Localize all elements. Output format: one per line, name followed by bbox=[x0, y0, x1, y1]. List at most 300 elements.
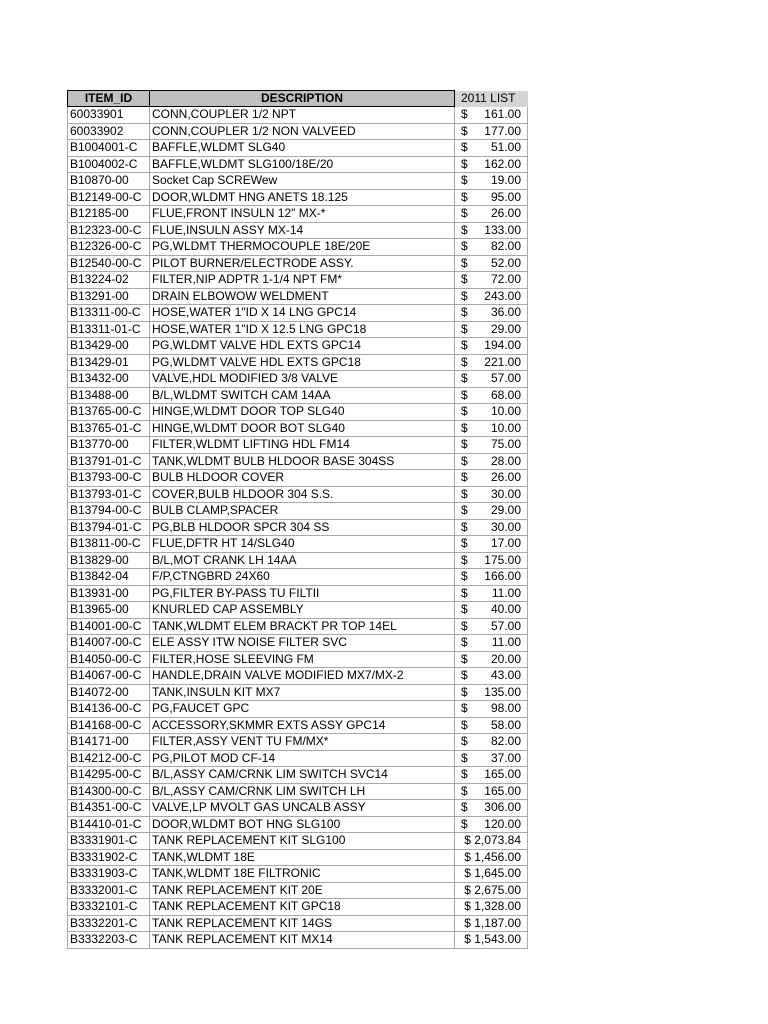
price-amount: 17.00 bbox=[490, 536, 521, 551]
table-row bbox=[68, 173, 528, 190]
currency-symbol: $ bbox=[461, 569, 468, 584]
price-cell bbox=[455, 255, 528, 272]
description-cell: PG,WLDMT THERMOCOUPLE 18E/20E bbox=[150, 239, 455, 256]
price-cell bbox=[455, 882, 528, 899]
price-list-sheet bbox=[67, 90, 527, 949]
item-id-cell: B13793-00-C bbox=[68, 470, 150, 487]
price-cell bbox=[455, 552, 528, 569]
item-id-cell: B14168-00-C bbox=[68, 717, 150, 734]
price-cell bbox=[455, 536, 528, 553]
item-id-cell: B13842-04 bbox=[68, 569, 150, 586]
description-cell: TANK,WLDMT 18E FILTRONIC bbox=[150, 866, 455, 883]
price-cell bbox=[455, 783, 528, 800]
currency-symbol: $ bbox=[461, 387, 468, 402]
description-cell: FILTER,NIP ADPTR 1-1/4 NPT FM* bbox=[150, 272, 455, 289]
item-id-cell: B13311-00-C bbox=[68, 305, 150, 322]
table-row bbox=[68, 371, 528, 388]
table-row bbox=[68, 915, 528, 932]
price-cell bbox=[455, 932, 528, 949]
currency-symbol: $ bbox=[461, 189, 468, 204]
table-row bbox=[68, 387, 528, 404]
price-amount: 40.00 bbox=[490, 602, 521, 617]
table-row bbox=[68, 239, 528, 256]
price-cell bbox=[455, 206, 528, 223]
price-cell bbox=[455, 866, 528, 883]
table-row bbox=[68, 354, 528, 371]
currency-symbol: $ bbox=[461, 222, 468, 237]
item-id-cell: B3331903-C bbox=[68, 866, 150, 883]
table-row bbox=[68, 536, 528, 553]
description-cell: BULB HLDOOR COVER bbox=[150, 470, 455, 487]
currency-symbol: $ bbox=[461, 206, 468, 221]
currency-symbol: $ bbox=[461, 767, 468, 782]
table-body bbox=[68, 107, 528, 949]
description-cell: TANK REPLACEMENT KIT GPC18 bbox=[150, 899, 455, 916]
price-amount: 11.00 bbox=[491, 585, 521, 600]
table-row bbox=[68, 866, 528, 883]
currency-symbol: $ bbox=[461, 255, 468, 270]
description-cell: FLUE,DFTR HT 14/SLG40 bbox=[150, 536, 455, 553]
price-amount: 243.00 bbox=[484, 288, 521, 303]
price-amount: 120.00 bbox=[484, 816, 521, 831]
description-cell: B/L,ASSY CAM/CRNK LIM SWITCH LH bbox=[150, 783, 455, 800]
price-cell bbox=[455, 486, 528, 503]
table-row bbox=[68, 882, 528, 899]
currency-symbol: $ bbox=[461, 437, 468, 452]
item-id-cell: B13765-00-C bbox=[68, 404, 150, 421]
item-id-cell: B13794-00-C bbox=[68, 503, 150, 520]
price-cell bbox=[455, 635, 528, 652]
price-cell bbox=[455, 833, 528, 850]
price-amount: 82.00 bbox=[490, 734, 521, 749]
price-amount: 133.00 bbox=[484, 222, 521, 237]
description-cell: PG,WLDMT VALVE HDL EXTS GPC14 bbox=[150, 338, 455, 355]
price-cell bbox=[455, 651, 528, 668]
description-cell: TANK REPLACEMENT KIT MX14 bbox=[150, 932, 455, 949]
item-id-cell: B13488-00 bbox=[68, 387, 150, 404]
table-row bbox=[68, 123, 528, 140]
price-cell bbox=[455, 123, 528, 140]
currency-symbol: $ bbox=[461, 750, 468, 765]
table-row bbox=[68, 899, 528, 916]
item-id-cell: B1004001-C bbox=[68, 140, 150, 157]
currency-symbol: $ bbox=[461, 701, 468, 716]
table-row bbox=[68, 404, 528, 421]
item-id-cell: B13291-00 bbox=[68, 288, 150, 305]
price-cell bbox=[455, 404, 528, 421]
price-cell bbox=[455, 305, 528, 322]
price-amount: 161.00 bbox=[484, 107, 521, 121]
description-cell: CONN,COUPLER 1/2 NPT bbox=[150, 107, 455, 124]
description-cell: FILTER,WLDMT LIFTING HDL FM14 bbox=[150, 437, 455, 454]
description-cell: PG,BLB HLDOOR SPCR 304 SS bbox=[150, 519, 455, 536]
item-id-cell: B13432-00 bbox=[68, 371, 150, 388]
table-row bbox=[68, 684, 528, 701]
table-row bbox=[68, 486, 528, 503]
price-amount: 26.00 bbox=[490, 470, 521, 485]
price-cell bbox=[455, 354, 528, 371]
price-cell bbox=[455, 107, 528, 124]
table-row bbox=[68, 816, 528, 833]
table-row bbox=[68, 602, 528, 619]
price-amount: 19.00 bbox=[490, 173, 521, 188]
item-id-cell: B3332101-C bbox=[68, 899, 150, 916]
item-id-cell: B14212-00-C bbox=[68, 750, 150, 767]
description-cell: DOOR,WLDMT BOT HNG SLG100 bbox=[150, 816, 455, 833]
item-id-cell: B13794-01-C bbox=[68, 519, 150, 536]
description-cell: DRAIN ELBOWOW WELDMENT bbox=[150, 288, 455, 305]
price-cell bbox=[455, 849, 528, 866]
item-id-cell: B13965-00 bbox=[68, 602, 150, 619]
currency-symbol: $ bbox=[461, 618, 468, 633]
item-id-cell: B13311-01-C bbox=[68, 321, 150, 338]
table-row bbox=[68, 420, 528, 437]
price-list-table bbox=[67, 90, 528, 949]
price-cell bbox=[455, 387, 528, 404]
price-amount: 58.00 bbox=[490, 717, 521, 732]
description-cell: F/P,CTNGBRD 24X60 bbox=[150, 569, 455, 586]
currency-symbol: $ bbox=[461, 173, 468, 188]
price-amount: $ 1,645.00 bbox=[464, 866, 521, 881]
currency-symbol: $ bbox=[461, 305, 468, 320]
description-cell: DOOR,WLDMT HNG ANETS 18.125 bbox=[150, 189, 455, 206]
table-row bbox=[68, 189, 528, 206]
item-id-cell: B3331902-C bbox=[68, 849, 150, 866]
description-cell: PG,FAUCET GPC bbox=[150, 701, 455, 718]
description-cell: B/L,ASSY CAM/CRNK LIM SWITCH SVC14 bbox=[150, 767, 455, 784]
table-row bbox=[68, 107, 528, 124]
table-row bbox=[68, 849, 528, 866]
table-row bbox=[68, 140, 528, 157]
item-id-cell: B13429-00 bbox=[68, 338, 150, 355]
price-cell bbox=[455, 470, 528, 487]
table-row bbox=[68, 222, 528, 239]
price-amount: 95.00 bbox=[490, 189, 521, 204]
description-cell: TANK REPLACEMENT KIT SLG100 bbox=[150, 833, 455, 850]
price-cell bbox=[455, 519, 528, 536]
table-row bbox=[68, 453, 528, 470]
price-amount: $ 2,675.00 bbox=[464, 882, 521, 897]
price-cell bbox=[455, 618, 528, 635]
table-row bbox=[68, 503, 528, 520]
currency-symbol: $ bbox=[461, 420, 468, 435]
price-cell bbox=[455, 915, 528, 932]
currency-symbol: $ bbox=[461, 668, 468, 683]
item-id-cell: B14001-00-C bbox=[68, 618, 150, 635]
item-id-cell: B14351-00-C bbox=[68, 800, 150, 817]
item-id-cell: B14295-00-C bbox=[68, 767, 150, 784]
table-row bbox=[68, 635, 528, 652]
price-amount: 20.00 bbox=[490, 651, 521, 666]
price-amount: 98.00 bbox=[490, 701, 521, 716]
item-id-cell: B13793-01-C bbox=[68, 486, 150, 503]
description-cell: PG,PILOT MOD CF-14 bbox=[150, 750, 455, 767]
item-id-cell: B3332201-C bbox=[68, 915, 150, 932]
price-cell bbox=[455, 453, 528, 470]
item-id-cell: B14067-00-C bbox=[68, 668, 150, 685]
currency-symbol: $ bbox=[461, 519, 468, 534]
item-id-cell: B3332001-C bbox=[68, 882, 150, 899]
price-cell bbox=[455, 717, 528, 734]
item-id-cell: B13811-00-C bbox=[68, 536, 150, 553]
price-amount: 30.00 bbox=[490, 519, 521, 534]
description-cell: COVER,BULB HLDOOR 304 S.S. bbox=[150, 486, 455, 503]
header-description: DESCRIPTION bbox=[150, 91, 455, 107]
price-amount: 175.00 bbox=[484, 552, 521, 567]
price-amount: 68.00 bbox=[490, 387, 521, 402]
table-row bbox=[68, 833, 528, 850]
price-cell bbox=[455, 816, 528, 833]
price-amount: 43.00 bbox=[490, 668, 521, 683]
price-amount: 10.00 bbox=[490, 404, 521, 419]
table-row bbox=[68, 338, 528, 355]
price-amount: $ 1,543.00 bbox=[464, 932, 521, 947]
description-cell: HOSE,WATER 1"ID X 12.5 LNG GPC18 bbox=[150, 321, 455, 338]
table-row bbox=[68, 305, 528, 322]
price-cell bbox=[455, 569, 528, 586]
table-row bbox=[68, 569, 528, 586]
description-cell: ELE ASSY ITW NOISE FILTER SVC bbox=[150, 635, 455, 652]
description-cell: HINGE,WLDMT DOOR TOP SLG40 bbox=[150, 404, 455, 421]
description-cell: VALVE,HDL MODIFIED 3/8 VALVE bbox=[150, 371, 455, 388]
item-id-cell: B14072-00 bbox=[68, 684, 150, 701]
description-cell: BULB CLAMP,SPACER bbox=[150, 503, 455, 520]
price-amount: 72.00 bbox=[490, 272, 521, 287]
price-cell bbox=[455, 239, 528, 256]
description-cell: ACCESSORY,SKMMR EXTS ASSY GPC14 bbox=[150, 717, 455, 734]
table-row bbox=[68, 437, 528, 454]
table-row bbox=[68, 470, 528, 487]
price-cell bbox=[455, 321, 528, 338]
table-row bbox=[68, 288, 528, 305]
price-cell bbox=[455, 189, 528, 206]
item-id-cell: B13791-01-C bbox=[68, 453, 150, 470]
header-2011-list: 2011 LIST bbox=[455, 91, 528, 107]
table-row bbox=[68, 585, 528, 602]
table-row bbox=[68, 519, 528, 536]
description-cell: TANK,INSULN KIT MX7 bbox=[150, 684, 455, 701]
price-amount: $ 2,073.84 bbox=[464, 833, 521, 848]
description-cell: HINGE,WLDMT DOOR BOT SLG40 bbox=[150, 420, 455, 437]
description-cell: FILTER,HOSE SLEEVING FM bbox=[150, 651, 455, 668]
currency-symbol: $ bbox=[461, 536, 468, 551]
price-cell bbox=[455, 437, 528, 454]
item-id-cell: B12323-00-C bbox=[68, 222, 150, 239]
price-cell bbox=[455, 288, 528, 305]
table-row bbox=[68, 618, 528, 635]
price-cell bbox=[455, 585, 528, 602]
item-id-cell: B14171-00 bbox=[68, 734, 150, 751]
description-cell: B/L,MOT CRANK LH 14AA bbox=[150, 552, 455, 569]
description-cell: FILTER,ASSY VENT TU FM/MX* bbox=[150, 734, 455, 751]
currency-symbol: $ bbox=[461, 404, 468, 419]
price-cell bbox=[455, 750, 528, 767]
description-cell: HOSE,WATER 1"ID X 14 LNG GPC14 bbox=[150, 305, 455, 322]
item-id-cell: B3332203-C bbox=[68, 932, 150, 949]
description-cell: CONN,COUPLER 1/2 NON VALVEED bbox=[150, 123, 455, 140]
table-row bbox=[68, 932, 528, 949]
price-amount: 162.00 bbox=[484, 156, 521, 171]
item-id-cell: B13770-00 bbox=[68, 437, 150, 454]
description-cell: FLUE,INSULN ASSY MX-14 bbox=[150, 222, 455, 239]
currency-symbol: $ bbox=[461, 453, 468, 468]
item-id-cell: B13765-01-C bbox=[68, 420, 150, 437]
currency-symbol: $ bbox=[461, 140, 468, 155]
price-cell bbox=[455, 156, 528, 173]
currency-symbol: $ bbox=[461, 123, 468, 138]
description-cell: BAFFLE,WLDMT SLG40 bbox=[150, 140, 455, 157]
price-cell bbox=[455, 371, 528, 388]
price-amount: $ 1,187.00 bbox=[464, 915, 521, 930]
price-cell bbox=[455, 338, 528, 355]
table-row bbox=[68, 651, 528, 668]
price-cell bbox=[455, 503, 528, 520]
price-amount: 306.00 bbox=[484, 800, 521, 815]
currency-symbol: $ bbox=[461, 800, 468, 815]
table-row bbox=[68, 767, 528, 784]
description-cell: TANK REPLACEMENT KIT 14GS bbox=[150, 915, 455, 932]
currency-symbol: $ bbox=[461, 470, 468, 485]
price-amount: $ 1,456.00 bbox=[464, 849, 521, 864]
currency-symbol: $ bbox=[461, 371, 468, 386]
price-amount: 82.00 bbox=[490, 239, 521, 254]
currency-symbol: $ bbox=[461, 107, 468, 121]
currency-symbol: $ bbox=[461, 338, 468, 353]
price-cell bbox=[455, 734, 528, 751]
currency-symbol: $ bbox=[461, 585, 468, 600]
item-id-cell: 60033901 bbox=[68, 107, 150, 124]
currency-symbol: $ bbox=[461, 486, 468, 501]
price-amount: 135.00 bbox=[484, 684, 521, 699]
item-id-cell: B1004002-C bbox=[68, 156, 150, 173]
table-row bbox=[68, 701, 528, 718]
price-amount: 30.00 bbox=[490, 486, 521, 501]
description-cell: PG,FILTER BY-PASS TU FILTII bbox=[150, 585, 455, 602]
price-amount: 51.00 bbox=[490, 140, 521, 155]
table-row bbox=[68, 800, 528, 817]
table-row bbox=[68, 717, 528, 734]
price-cell bbox=[455, 701, 528, 718]
price-cell bbox=[455, 272, 528, 289]
price-amount: 194.00 bbox=[484, 338, 521, 353]
item-id-cell: B12326-00-C bbox=[68, 239, 150, 256]
item-id-cell: B14007-00-C bbox=[68, 635, 150, 652]
price-amount: 11.00 bbox=[491, 635, 521, 650]
price-amount: 166.00 bbox=[484, 569, 521, 584]
currency-symbol: $ bbox=[461, 239, 468, 254]
description-cell: VALVE,LP MVOLT GAS UNCALB ASSY bbox=[150, 800, 455, 817]
price-cell bbox=[455, 602, 528, 619]
description-cell: TANK,WLDMT 18E bbox=[150, 849, 455, 866]
description-cell: B/L,WLDMT SWITCH CAM 14AA bbox=[150, 387, 455, 404]
table-row bbox=[68, 750, 528, 767]
price-amount: 52.00 bbox=[490, 255, 521, 270]
price-cell bbox=[455, 173, 528, 190]
item-id-cell: B14300-00-C bbox=[68, 783, 150, 800]
description-cell: TANK,WLDMT BULB HLDOOR BASE 304SS bbox=[150, 453, 455, 470]
price-cell bbox=[455, 222, 528, 239]
price-amount: 10.00 bbox=[490, 420, 521, 435]
price-cell bbox=[455, 767, 528, 784]
currency-symbol: $ bbox=[461, 783, 468, 798]
price-amount: 165.00 bbox=[484, 783, 521, 798]
price-cell bbox=[455, 800, 528, 817]
currency-symbol: $ bbox=[461, 272, 468, 287]
item-id-cell: B10870-00 bbox=[68, 173, 150, 190]
description-cell: HANDLE,DRAIN VALVE MODIFIED MX7/MX-2 bbox=[150, 668, 455, 685]
price-amount: 221.00 bbox=[484, 354, 521, 369]
table-row bbox=[68, 552, 528, 569]
description-cell: KNURLED CAP ASSEMBLY bbox=[150, 602, 455, 619]
price-amount: 29.00 bbox=[490, 321, 521, 336]
price-amount: 37.00 bbox=[490, 750, 521, 765]
price-amount: 177.00 bbox=[484, 123, 521, 138]
item-id-cell: B13829-00 bbox=[68, 552, 150, 569]
price-amount: 36.00 bbox=[490, 305, 521, 320]
header-item-id: ITEM_ID bbox=[68, 91, 150, 107]
item-id-cell: B12149-00-C bbox=[68, 189, 150, 206]
currency-symbol: $ bbox=[461, 651, 468, 666]
description-cell: Socket Cap SCREWew bbox=[150, 173, 455, 190]
price-cell bbox=[455, 684, 528, 701]
item-id-cell: B12540-00-C bbox=[68, 255, 150, 272]
currency-symbol: $ bbox=[461, 552, 468, 567]
price-amount: 26.00 bbox=[490, 206, 521, 221]
currency-symbol: $ bbox=[461, 354, 468, 369]
item-id-cell: 60033902 bbox=[68, 123, 150, 140]
price-cell bbox=[455, 899, 528, 916]
price-amount: 57.00 bbox=[490, 618, 521, 633]
currency-symbol: $ bbox=[461, 503, 468, 518]
price-cell bbox=[455, 420, 528, 437]
price-cell bbox=[455, 668, 528, 685]
item-id-cell: B3331901-C bbox=[68, 833, 150, 850]
price-cell bbox=[455, 140, 528, 157]
currency-symbol: $ bbox=[461, 734, 468, 749]
table-row bbox=[68, 668, 528, 685]
item-id-cell: B14136-00-C bbox=[68, 701, 150, 718]
price-amount: 75.00 bbox=[490, 437, 521, 452]
description-cell: FLUE,FRONT INSULN 12" MX-* bbox=[150, 206, 455, 223]
price-amount: 165.00 bbox=[484, 767, 521, 782]
description-cell: PILOT BURNER/ELECTRODE ASSY. bbox=[150, 255, 455, 272]
header-row bbox=[68, 91, 528, 107]
description-cell: BAFFLE,WLDMT SLG100/18E/20 bbox=[150, 156, 455, 173]
currency-symbol: $ bbox=[461, 288, 468, 303]
table-row bbox=[68, 206, 528, 223]
item-id-cell: B12185-00 bbox=[68, 206, 150, 223]
table-row bbox=[68, 255, 528, 272]
item-id-cell: B13429-01 bbox=[68, 354, 150, 371]
currency-symbol: $ bbox=[461, 602, 468, 617]
item-id-cell: B14410-01-C bbox=[68, 816, 150, 833]
currency-symbol: $ bbox=[461, 321, 468, 336]
description-cell: PG,WLDMT VALVE HDL EXTS GPC18 bbox=[150, 354, 455, 371]
currency-symbol: $ bbox=[461, 635, 468, 650]
description-cell: TANK REPLACEMENT KIT 20E bbox=[150, 882, 455, 899]
table-row bbox=[68, 734, 528, 751]
table-row bbox=[68, 272, 528, 289]
currency-symbol: $ bbox=[461, 156, 468, 171]
currency-symbol: $ bbox=[461, 717, 468, 732]
description-cell: TANK,WLDMT ELEM BRACKT PR TOP 14EL bbox=[150, 618, 455, 635]
item-id-cell: B14050-00-C bbox=[68, 651, 150, 668]
price-amount: $ 1,328.00 bbox=[464, 899, 521, 914]
currency-symbol: $ bbox=[461, 816, 468, 831]
price-amount: 29.00 bbox=[490, 503, 521, 518]
table-row bbox=[68, 156, 528, 173]
item-id-cell: B13224-02 bbox=[68, 272, 150, 289]
